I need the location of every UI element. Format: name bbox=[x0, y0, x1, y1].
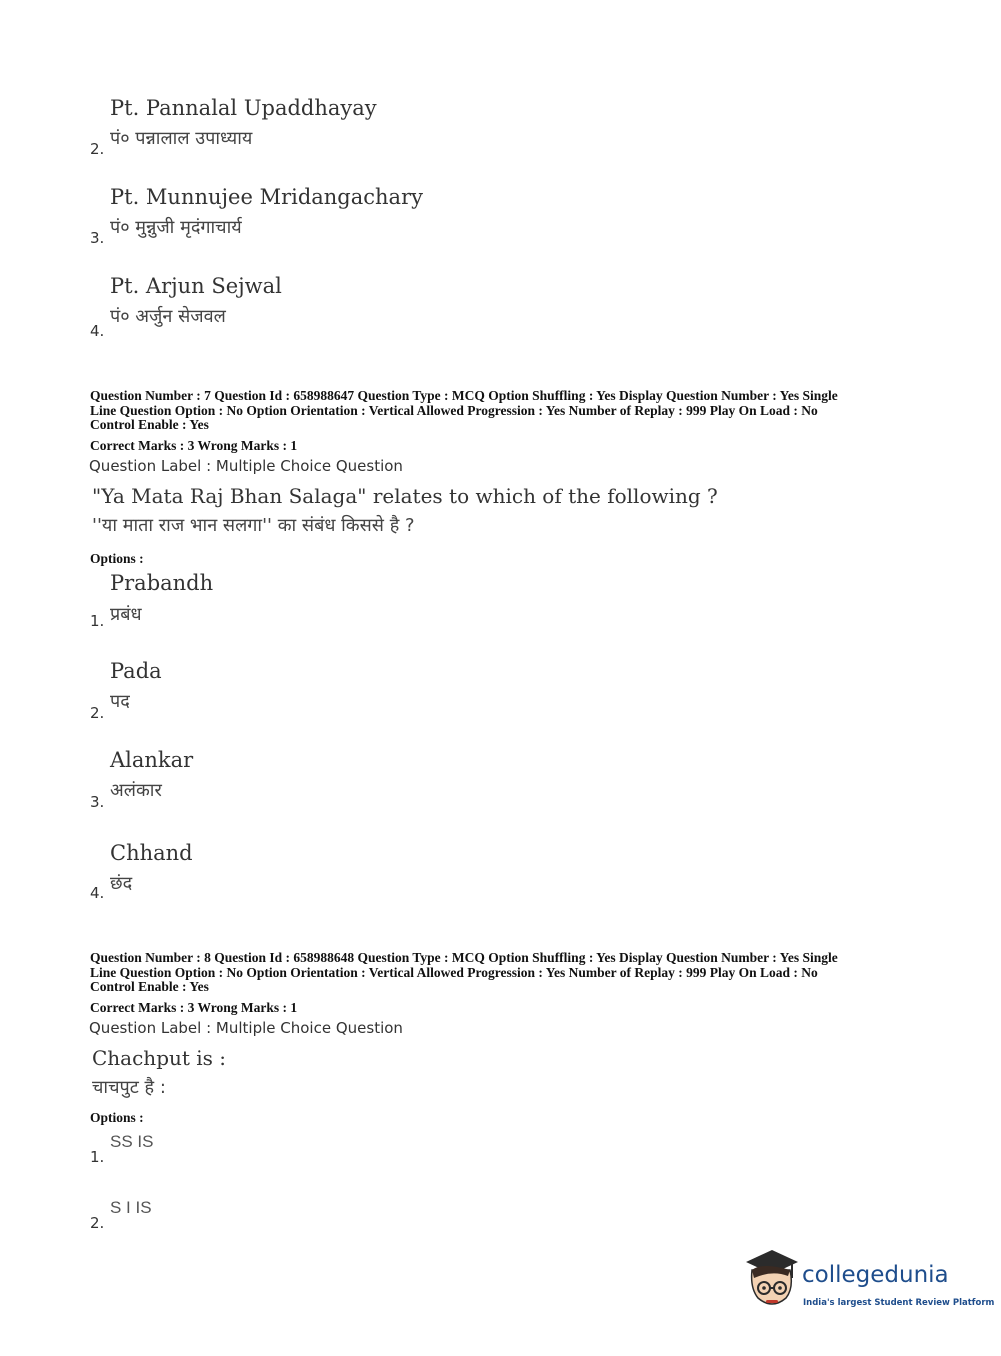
option-number: 3. bbox=[90, 229, 105, 247]
option-number: 1. bbox=[90, 612, 105, 630]
option-text-en: Pt. Pannalal Upaddhayay bbox=[110, 96, 377, 120]
option-text-en: Pt. Munnujee Mridangachary bbox=[110, 185, 423, 209]
option-number: 3. bbox=[90, 793, 105, 811]
option-text-hi: अलंकार bbox=[110, 780, 162, 801]
question-8-marks: Correct Marks : 3 Wrong Marks : 1 bbox=[90, 1000, 298, 1015]
option-number: 1. bbox=[90, 1148, 105, 1166]
option-text-hi: पं० अर्जुन सेजवल bbox=[110, 306, 226, 327]
student-mascot-icon bbox=[742, 1248, 802, 1312]
question-7-meta bbox=[90, 389, 930, 433]
question-7-label: Question Label : Multiple Choice Question bbox=[89, 457, 403, 475]
option-text-hi: प्रबंध bbox=[110, 604, 142, 625]
question-8-label: Question Label : Multiple Choice Question bbox=[89, 1019, 403, 1037]
option-text-en: Alankar bbox=[110, 748, 194, 772]
option-text-en: Chhand bbox=[110, 841, 193, 865]
option-text-en: Pt. Arjun Sejwal bbox=[110, 274, 282, 298]
question-8-meta bbox=[90, 951, 930, 995]
question-8-text-hi: चाचपुट है : bbox=[92, 1077, 166, 1098]
question-7-options-label: Options : bbox=[90, 551, 144, 566]
meta-line: Control Enable : Yes bbox=[90, 979, 209, 994]
option-number: 2. bbox=[90, 1214, 105, 1232]
question-8-options-label: Options : bbox=[90, 1110, 144, 1125]
option-text-hi: पं० पन्नालाल उपाध्याय bbox=[110, 128, 253, 149]
brand-tagline: India's largest Student Review Platform bbox=[803, 1298, 995, 1308]
option-text-hi: छंद bbox=[110, 873, 133, 894]
option-text-en: Prabandh bbox=[110, 571, 214, 595]
meta-line: Question Number : 7 Question Id : 658988647 Question Type : MCQ Option Shuffling : Yes Display Question Number : Yes Single bbox=[90, 388, 838, 403]
question-7-text-en: "Ya Mata Raj Bhan Salaga" relates to which of the following ? bbox=[92, 484, 718, 508]
option-number: 2. bbox=[90, 704, 105, 722]
meta-line: Line Question Option : No Option Orientation : Vertical Allowed Progression : Yes Number of Replay : 999 Play On Load : No bbox=[90, 964, 818, 980]
option-text-hi: पं० मुन्नुजी मृदंगाचार्य bbox=[110, 217, 242, 238]
option-number: 4. bbox=[90, 322, 105, 340]
question-8-text-en: Chachput is : bbox=[92, 1046, 227, 1070]
option-text: SS IS bbox=[110, 1132, 154, 1151]
option-number: 2. bbox=[90, 140, 105, 158]
meta-line: Question Number : 8 Question Id : 658988648 Question Type : MCQ Option Shuffling : Yes Display Question Number : Yes Single bbox=[90, 950, 838, 965]
question-7-marks: Correct Marks : 3 Wrong Marks : 1 bbox=[90, 438, 298, 453]
option-number: 4. bbox=[90, 884, 105, 902]
collegedunia-logo bbox=[742, 1248, 995, 1314]
option-text-en: Pada bbox=[110, 659, 162, 683]
meta-line: Line Question Option : No Option Orientation : Vertical Allowed Progression : Yes Number of Replay : 999 Play On Load : No bbox=[90, 402, 818, 418]
option-text: S I IS bbox=[110, 1198, 152, 1217]
option-text-hi: पद bbox=[110, 691, 130, 712]
brand-name: collegedunia bbox=[802, 1262, 949, 1288]
question-7-text-hi: ''या माता राज भान सलगा'' का संबंध किससे है ? bbox=[92, 515, 415, 536]
meta-line: Control Enable : Yes bbox=[90, 417, 209, 432]
